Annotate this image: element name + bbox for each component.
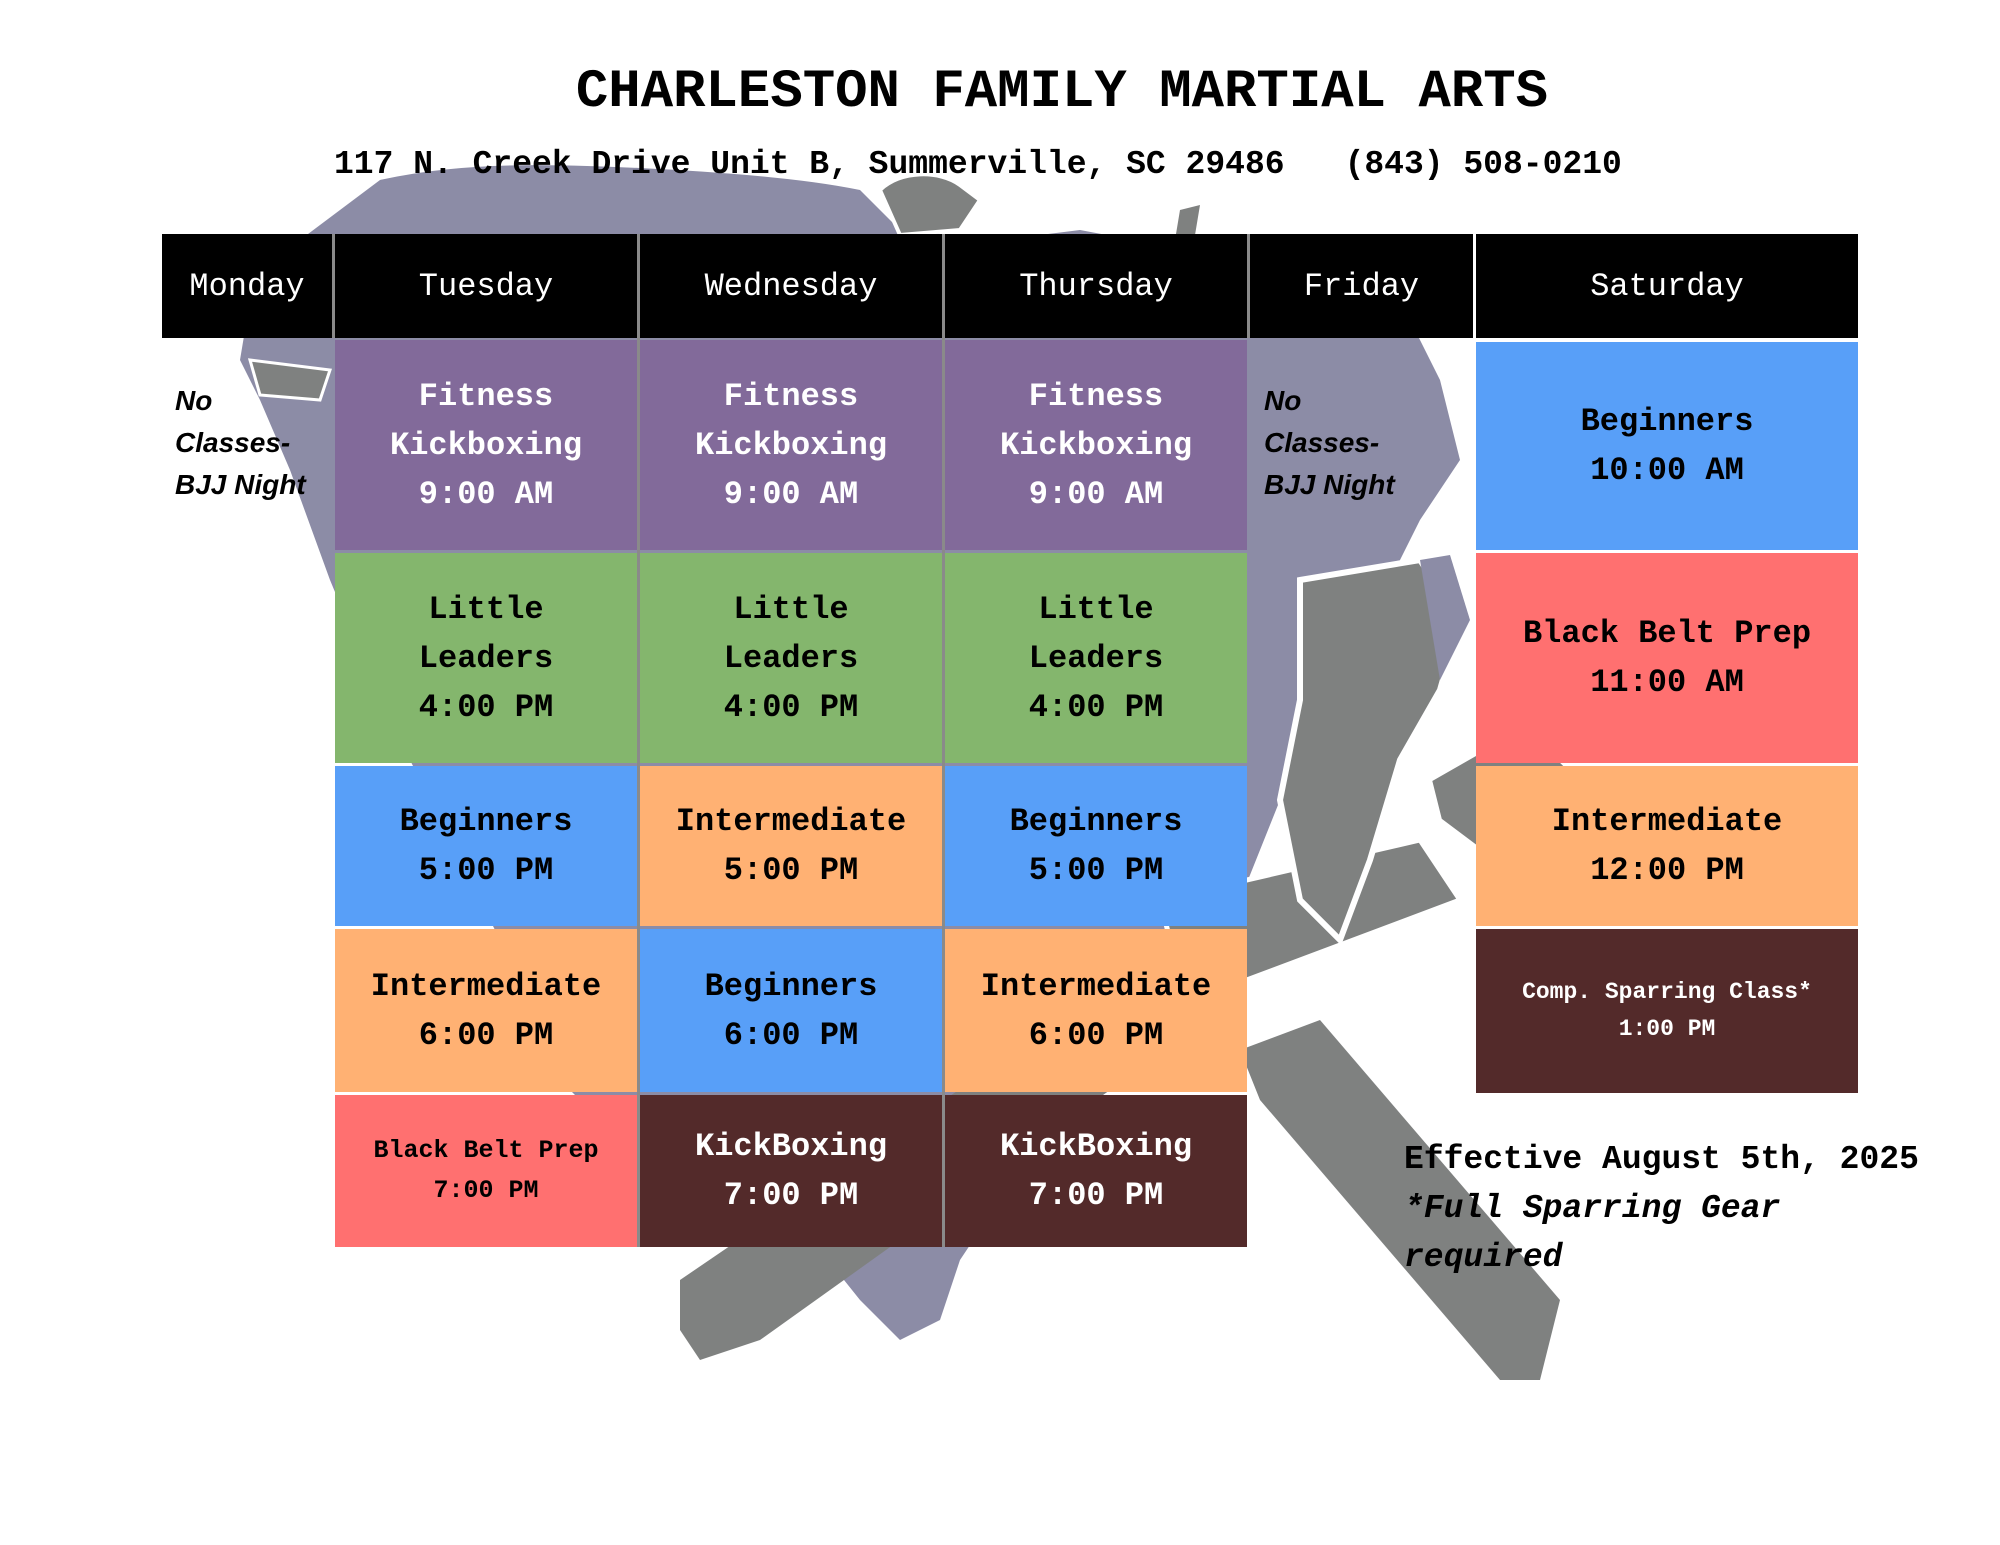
effective-date: Effective August 5th, 2025 bbox=[1404, 1141, 1919, 1178]
class-time: 4:00 PM bbox=[723, 688, 859, 726]
class-name: Beginners bbox=[704, 967, 878, 1005]
day-header-wednesday: Wednesday bbox=[640, 234, 942, 338]
class-name: Beginners bbox=[1580, 403, 1754, 440]
column-divider bbox=[637, 234, 640, 1247]
class-time: 6:00 PM bbox=[1028, 1016, 1164, 1054]
class-time: 6:00 PM bbox=[418, 1016, 554, 1054]
class-name: Fitness bbox=[418, 377, 554, 415]
class-time: 4:00 PM bbox=[418, 688, 554, 726]
class-name: Intermediate bbox=[980, 967, 1212, 1005]
class-block-wednesday-kickboxing bbox=[640, 1095, 942, 1247]
class-time: 12:00 PM bbox=[1590, 852, 1744, 889]
phone-number[interactable]: (843) 508-0210 bbox=[1344, 146, 1622, 183]
note-line: No bbox=[1264, 385, 1302, 416]
class-name: Fitness bbox=[723, 377, 859, 415]
class-time: 5:00 PM bbox=[1028, 852, 1164, 889]
note-line: BJJ Night bbox=[1264, 469, 1395, 500]
note-line: No bbox=[175, 385, 213, 416]
class-block-thursday-fitness-kickboxing bbox=[945, 340, 1247, 550]
class-block-tuesday-black-belt-prep bbox=[335, 1095, 637, 1247]
class-time: 4:00 PM bbox=[1028, 688, 1164, 726]
class-time: 7:00 PM bbox=[433, 1176, 539, 1205]
class-name: Fitness bbox=[1028, 377, 1164, 415]
class-name: Black Belt Prep bbox=[373, 1136, 599, 1165]
note-line: Classes- bbox=[1264, 427, 1380, 458]
sparring-gear-note-continued: required bbox=[1404, 1239, 1563, 1276]
class-time: 6:00 PM bbox=[723, 1016, 859, 1054]
class-name: Leaders bbox=[1028, 639, 1164, 677]
column-divider bbox=[332, 234, 335, 338]
class-name: Kickboxing bbox=[389, 426, 583, 464]
class-time: 7:00 PM bbox=[1028, 1177, 1164, 1214]
class-name: Leaders bbox=[723, 639, 859, 677]
class-name: Little bbox=[733, 590, 849, 628]
class-name: Leaders bbox=[418, 639, 554, 677]
friday-no-classes-note bbox=[1264, 380, 1395, 506]
class-name: Kickboxing bbox=[999, 426, 1193, 464]
class-block-tuesday-fitness-kickboxing bbox=[335, 340, 637, 550]
column-divider bbox=[942, 234, 945, 1247]
class-name: Intermediate bbox=[370, 967, 602, 1005]
class-block-tuesday-little-leaders bbox=[335, 553, 637, 763]
class-time: 7:00 PM bbox=[723, 1177, 859, 1214]
note-line: Classes- bbox=[175, 427, 291, 458]
class-block-wednesday-fitness-kickboxing bbox=[640, 340, 942, 550]
day-header-thursday: Thursday bbox=[945, 234, 1247, 338]
class-name: Kickboxing bbox=[694, 426, 888, 464]
day-header-saturday: Saturday bbox=[1476, 234, 1858, 338]
monday-no-classes-note bbox=[175, 380, 306, 506]
class-time: 5:00 PM bbox=[723, 852, 859, 889]
class-block-saturday-beginners bbox=[1476, 342, 1858, 550]
class-name: Little bbox=[428, 590, 544, 628]
address: 117 N. Creek Drive Unit B, Summerville, SC 29486 bbox=[334, 146, 1285, 183]
page-title bbox=[0, 62, 2000, 123]
class-time: 1:00 PM bbox=[1618, 1016, 1716, 1042]
class-block-thursday-intermediate bbox=[945, 929, 1247, 1092]
day-header-monday: Monday bbox=[162, 234, 332, 338]
class-time: 5:00 PM bbox=[418, 852, 554, 889]
contact-line bbox=[334, 146, 1622, 183]
schedule-notes bbox=[1404, 1135, 1919, 1282]
class-time: 9:00 AM bbox=[723, 475, 859, 513]
class-name: Beginners bbox=[1009, 803, 1183, 840]
class-name: Black Belt Prep bbox=[1522, 615, 1812, 652]
class-block-wednesday-beginners bbox=[640, 929, 942, 1092]
day-header-tuesday: Tuesday bbox=[335, 234, 637, 338]
class-block-saturday-comp-sparring bbox=[1476, 929, 1858, 1093]
class-block-saturday-black-belt-prep bbox=[1476, 553, 1858, 763]
class-name: KickBoxing bbox=[694, 1128, 888, 1165]
class-name: Comp. Sparring Class* bbox=[1522, 979, 1812, 1005]
class-name: Beginners bbox=[399, 803, 573, 840]
class-name: KickBoxing bbox=[999, 1128, 1193, 1165]
class-time: 9:00 AM bbox=[418, 475, 554, 513]
class-block-thursday-kickboxing bbox=[945, 1095, 1247, 1247]
column-divider bbox=[1247, 234, 1250, 338]
class-time: 11:00 AM bbox=[1590, 664, 1744, 701]
school-name: CHARLESTON FAMILY MARTIAL ARTS bbox=[575, 62, 1549, 123]
class-time: 9:00 AM bbox=[1028, 475, 1164, 513]
class-block-saturday-intermediate bbox=[1476, 766, 1858, 926]
class-block-tuesday-intermediate bbox=[335, 929, 637, 1092]
class-name: Little bbox=[1038, 590, 1154, 628]
class-block-thursday-beginners bbox=[945, 766, 1247, 926]
class-time: 10:00 AM bbox=[1590, 452, 1744, 489]
class-block-thursday-little-leaders bbox=[945, 553, 1247, 763]
class-block-wednesday-little-leaders bbox=[640, 553, 942, 763]
note-line: BJJ Night bbox=[175, 469, 306, 500]
class-name: Intermediate bbox=[1551, 803, 1783, 840]
sparring-gear-note: *Full Sparring Gear bbox=[1404, 1190, 1781, 1227]
class-name: Intermediate bbox=[675, 803, 907, 840]
class-block-wednesday-intermediate bbox=[640, 766, 942, 926]
class-block-tuesday-beginners bbox=[335, 766, 637, 926]
day-header-friday: Friday bbox=[1250, 234, 1473, 338]
